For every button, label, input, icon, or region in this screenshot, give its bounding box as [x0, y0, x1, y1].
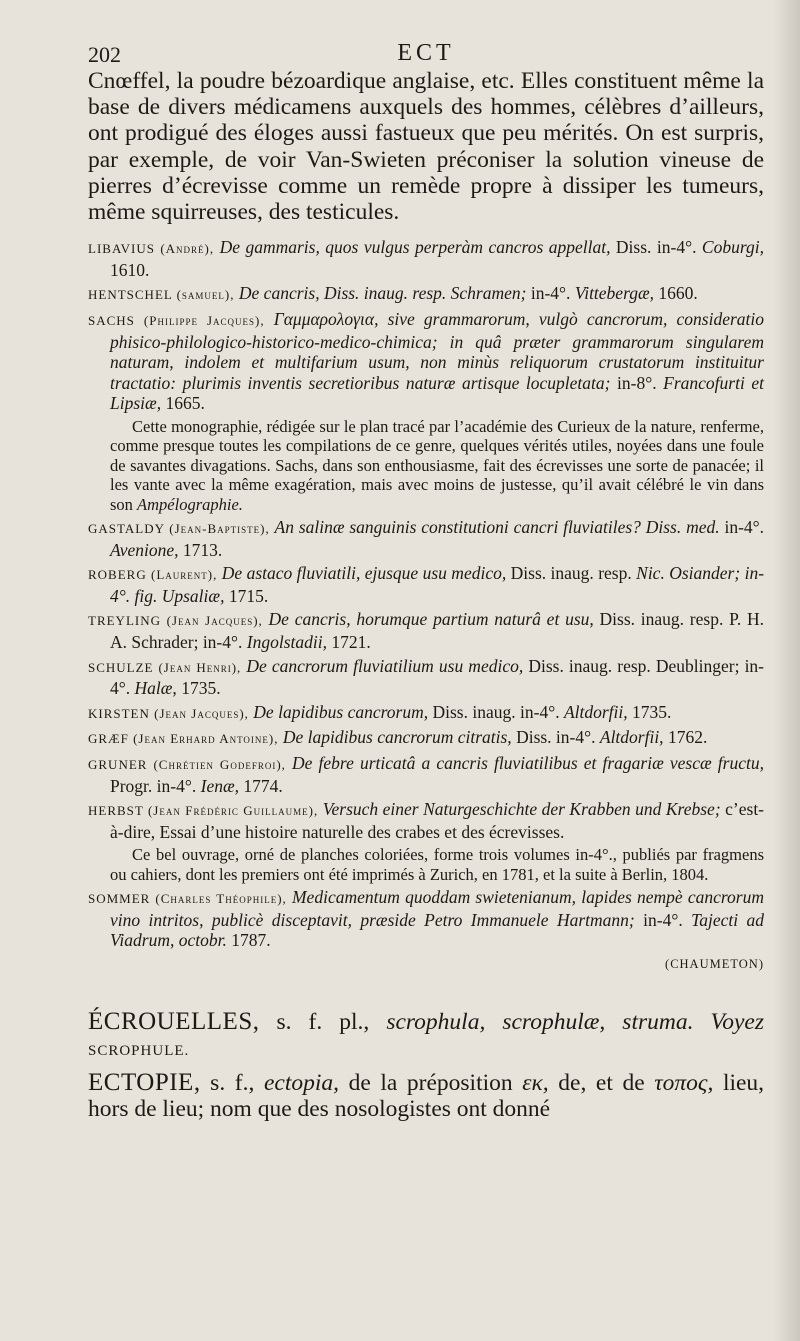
- body-paragraph: Cnœffel, la poudre bézoardique anglaise, etc. Elles constituent même la base de divers médicamens auxquels des hommes, célèbres d’ailleurs, ont prodigué des éloges aussi fastueux que peu mérités. On est surpris, par exemple, de voir Van-Swieten préconiser la solution vineuse de pierres d’écrevisse comme un remède propre à dissiper les tumeurs, même squirreuses, des testicules.: [88, 68, 764, 226]
- headword: ÉCROUELLES,: [88, 1007, 260, 1035]
- bib-entry-libavius: LIBAVIUS (André), De gammaris, quos vulgus perperàm cancros appellat, Diss. in-4°. Coburgi, 1610.: [88, 237, 764, 280]
- article-ectopie: ECTOPIE, s. f., ectopia, de la préposition εκ, de, et de τοπος, lieu, hors de lieu; nom que des nosologistes ont donné: [88, 1068, 765, 1122]
- bib-entry-sachs: SACHS (Philippe Jacques), Γαμμαρολογια, sive grammarorum, vulgò cancrorum, consideratio phisico-philologico-historico-medico-chimica; in quâ præter grammarorum singularem naturam, indolem et multifarium usum, non minùs reliquorum crustatorum instituitur tractatio: plurimis inventis secretioribus naturæ artisque locupletata; in-8°. Francofurti et Lipsiæ, 1665.: [88, 309, 765, 414]
- bib-entry-gastaldy: GASTALDY (Jean-Baptiste), An salinæ sanguinis constitutioni cancri fluviatiles? Diss. med. in-4°. Avenione, 1713.: [88, 517, 765, 560]
- running-title: ECT: [397, 40, 455, 66]
- bib-entry-graef: GRÆF (Jean Erhard Antoine), De lapidibus cancrorum citratis, Diss. in-4°. Altdorfii, 1762.: [88, 727, 708, 748]
- bib-entry-schulze: SCHULZE (Jean Henri), De cancrorum fluviatilium usu medico, Diss. inaug. resp. Deublinger; in-4°. Halæ, 1735.: [88, 655, 765, 699]
- bib-entry-gruner: GRUNER (Chrétien Godefroi), De febre urticatâ a cancris fluviatilibus et fragariæ vescæ fructu, Progr. in-4°. Ienæ, 1774.: [88, 752, 764, 796]
- bib-entry-herbst: HERBST (Jean Frédéric Guillaume), Versuch einer Naturgeschichte der Krabben und Krebse; c’est-à-dire, Essai d’une histoire naturelle des crabes et des écrevisses.: [88, 799, 765, 842]
- commentary-herbst: Ce bel ouvrage, orné de planches coloriées, forme trois volumes in-4°., publiés par fragmens ou cahiers, dont les premiers ont été imprimés à Zurich, en 1781, et la suite à Berlin, 1804.: [110, 845, 764, 884]
- headword: ECTOPIE,: [88, 1068, 201, 1096]
- commentary-sachs: Cette monographie, rédigée sur le plan tracé par l’académie des Curieux de la nature, renferme, comme presque toutes les compilations de ce genre, quelques vérités utiles, noyées dans une foule de savantes divagations. Sachs, dans son enthousiasme, fait des écrevisses une sorte de panacée; il les vante avec la même exagération, mais avec moins de justesse, qu’il avait célébré le vin dans son Ampélographie.: [110, 416, 764, 514]
- bib-entry-hentschel: HENTSCHEL (samuel), De cancris, Diss. inaug. resp. Schramen; in-4°. Vittebergæ, 1660.: [88, 283, 698, 304]
- bib-entry-kirsten: KIRSTEN (Jean Jacques), De lapidibus cancrorum, Diss. inaug. in-4°. Altdorfii, 1735.: [88, 701, 672, 722]
- article-ecrouelles: ÉCROUELLES, s. f. pl., scrophula, scrophulæ, struma. Voyez SCROPHULE.: [88, 1007, 765, 1059]
- bibliography: [88, 237, 764, 974]
- bib-entry-roberg: ROBERG (Laurent), De astaco fluviatili, ejusque usu medico, Diss. inaug. resp. Nic. Osiander; in-4°. fig. Upsaliæ, 1715.: [88, 563, 765, 606]
- page-number: 202: [88, 42, 121, 67]
- bib-entry-treyling: TREYLING (Jean Jacques), De cancris, horumque partium naturâ et usu, Diss. inaug. resp. P. H. A. Schrader; in-4°. Ingolstadii, 1721.: [88, 609, 765, 652]
- dictionary-articles: [88, 1009, 764, 1122]
- author-signature: (CHAUMETON): [665, 956, 764, 971]
- bib-entry-sommer: SOMMER (Charles Théophile), Medicamentum quoddam swietenianum, lapides nempè cancrorum vino intritos, publicè disceptavit, præside Petro Immanuele Hartmann; in-4°. Tajecti ad Viadrum, octobr. 1787.: [88, 887, 765, 951]
- running-head: [88, 40, 764, 68]
